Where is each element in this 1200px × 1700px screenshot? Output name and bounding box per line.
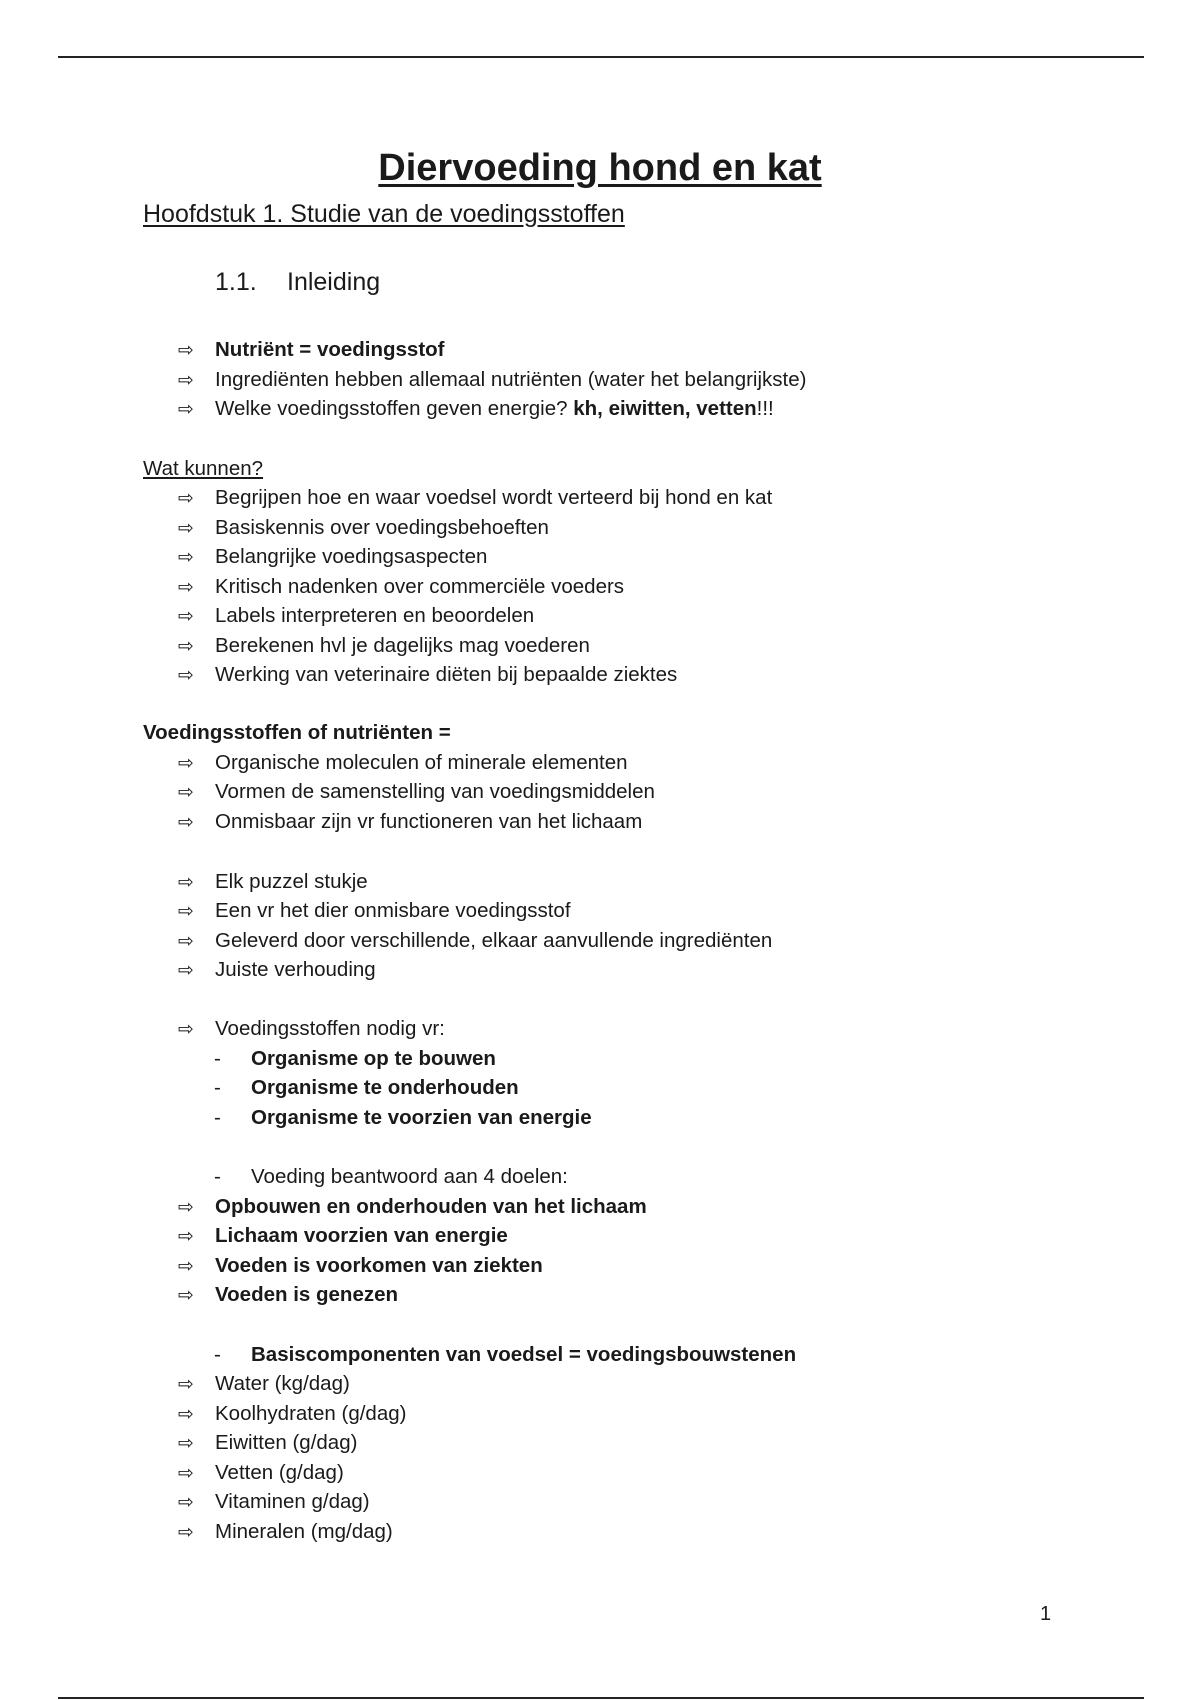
list-item: ⇨ Koolhydraten (g/dag) [178,1401,406,1428]
list-item: - Basiscomponenten van voedsel = voedingsbouwstenen [214,1343,797,1366]
list-item: ⇨ Geleverd door verschillende, elkaar aanvullende ingrediënten [178,928,772,955]
list-item: ⇨ Belangrijke voedingsaspecten [178,544,487,571]
list-item: ⇨ Kritisch nadenken over commerciële voeders [178,574,624,601]
list-item: ⇨ Nutriënt = voedingsstof [178,337,445,364]
arrow-icon: ⇨ [178,547,194,568]
arrow-icon: ⇨ [178,1404,194,1425]
arrow-icon: ⇨ [178,1374,194,1395]
list-item: ⇨ Voedingsstoffen nodig vr: [178,1016,445,1043]
arrow-icon: ⇨ [178,931,194,952]
arrow-icon: ⇨ [178,606,194,627]
section-number: 1.1. [215,268,257,296]
arrow-icon: ⇨ [178,518,194,539]
list-item: ⇨ Eiwitten (g/dag) [178,1430,357,1457]
arrow-icon: ⇨ [178,812,194,833]
list-item: ⇨ Labels interpreteren en beoordelen [178,603,534,630]
list-item: ⇨ Juiste verhouding [178,957,376,984]
section-heading [215,268,380,297]
list-item: ⇨ Lichaam voorzien van energie [178,1223,508,1250]
list-item: - Organisme te voorzien van energie [214,1106,592,1129]
list-item: ⇨ Ingrediënten hebben allemaal nutriënten (water het belangrijkste) [178,367,806,394]
arrow-icon: ⇨ [178,577,194,598]
arrow-icon: ⇨ [178,1492,194,1513]
arrow-icon: ⇨ [178,1256,194,1277]
arrow-icon: ⇨ [178,636,194,657]
arrow-icon: ⇨ [178,1463,194,1484]
list-item: ⇨ Opbouwen en onderhouden van het lichaam [178,1194,647,1221]
arrow-icon: ⇨ [178,340,194,361]
list-item: - Organisme te onderhouden [214,1076,519,1099]
arrow-icon: ⇨ [178,1226,194,1247]
list-item: - Organisme op te bouwen [214,1047,496,1070]
list-item: ⇨ Water (kg/dag) [178,1371,350,1398]
arrow-icon: ⇨ [178,665,194,686]
list-item: ⇨ Basiskennis over voedingsbehoeften [178,515,549,542]
list-item: ⇨ Organische moleculen of minerale elementen [178,750,628,777]
arrow-icon: ⇨ [178,399,194,420]
header-rule [58,56,1144,58]
list-item: ⇨ Een vr het dier onmisbare voedingsstof [178,898,571,925]
list-item: ⇨ Mineralen (mg/dag) [178,1519,393,1546]
arrow-icon: ⇨ [178,1197,194,1218]
arrow-icon: ⇨ [178,1522,194,1543]
chapter-heading: Hoofdstuk 1. Studie van de voedingsstoffen [143,200,625,228]
arrow-icon: ⇨ [178,901,194,922]
arrow-icon: ⇨ [178,488,194,509]
footer-rule [58,1697,1144,1699]
arrow-icon: ⇨ [178,782,194,803]
list-item: ⇨ Welke voedingsstoffen geven energie? kh, eiwitten, vetten!!! [178,396,774,423]
list-item: ⇨ Berekenen hvl je dagelijks mag voederen [178,633,590,660]
list-item: ⇨ Begrijpen hoe en waar voedsel wordt verteerd bij hond en kat [178,485,772,512]
list-item: ⇨ Vormen de samenstelling van voedingsmiddelen [178,779,655,806]
arrow-icon: ⇨ [178,753,194,774]
arrow-icon: ⇨ [178,370,194,391]
voedingsstoffen-heading: Voedingsstoffen of nutriënten = [143,721,451,744]
list-item: ⇨ Voeden is voorkomen van ziekten [178,1253,543,1280]
list-item: ⇨ Vetten (g/dag) [178,1460,344,1487]
list-item: ⇨ Voeden is genezen [178,1282,398,1309]
list-item: ⇨ Werking van veterinaire diëten bij bepaalde ziektes [178,662,677,689]
arrow-icon: ⇨ [178,1285,194,1306]
arrow-icon: ⇨ [178,872,194,893]
document-title: Diervoeding hond en kat [378,147,822,189]
arrow-icon: ⇨ [178,1019,194,1040]
wat-kunnen-heading: Wat kunnen? [143,457,264,480]
section-title: Inleiding [287,268,381,296]
page-number: 1 [1040,1603,1052,1625]
list-item: - Voeding beantwoord aan 4 doelen: [214,1165,568,1188]
arrow-icon: ⇨ [178,960,194,981]
list-item: ⇨ Elk puzzel stukje [178,869,368,896]
list-item: ⇨ Vitaminen g/dag) [178,1489,370,1516]
arrow-icon: ⇨ [178,1433,194,1454]
list-item: ⇨ Onmisbaar zijn vr functioneren van het lichaam [178,809,642,836]
